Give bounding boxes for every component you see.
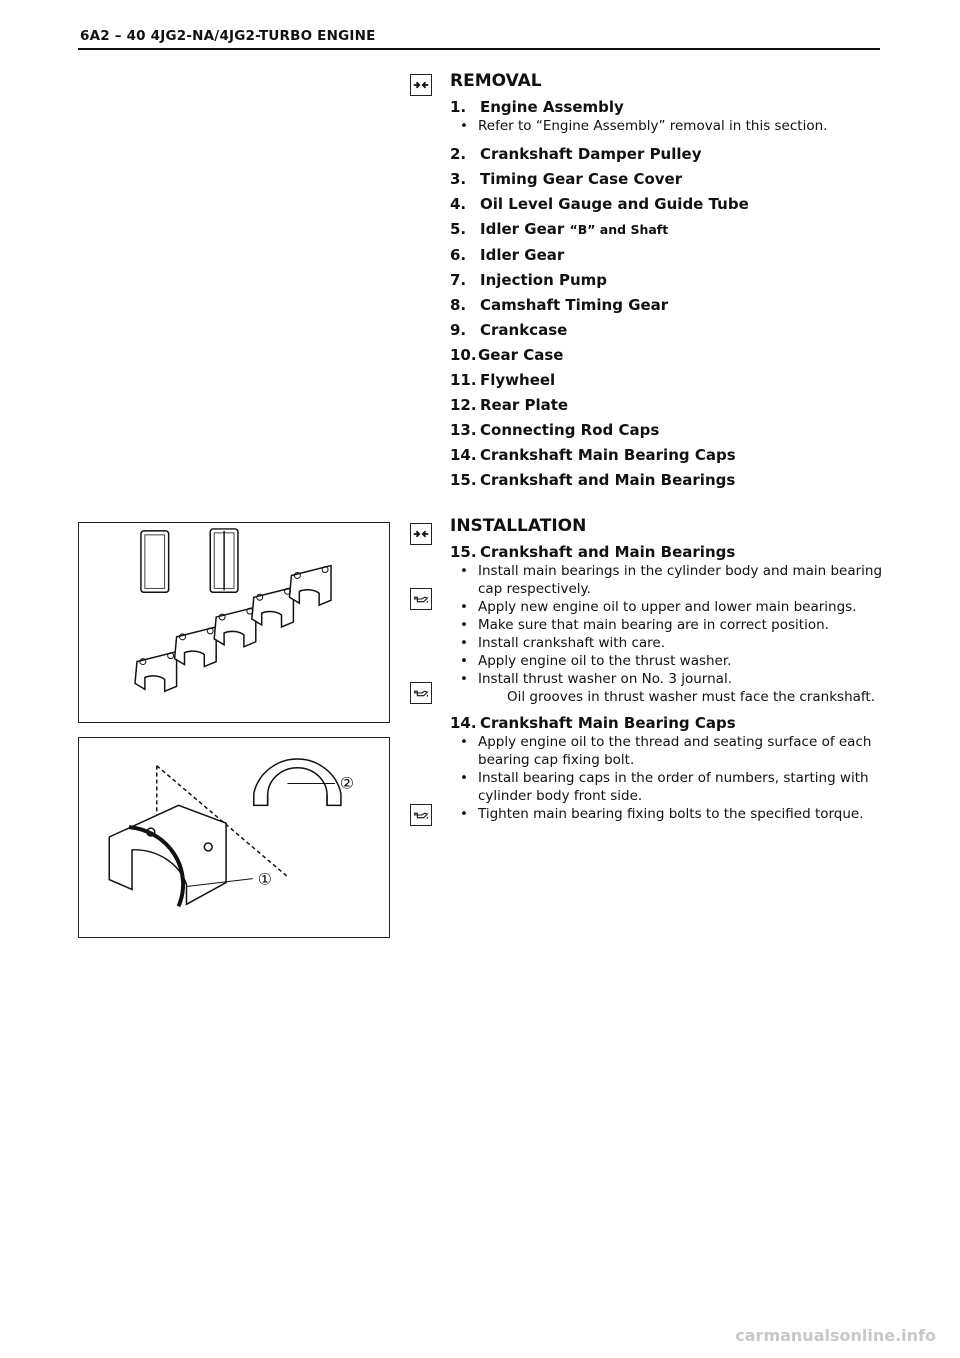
step-label: Crankshaft Main Bearing Caps	[480, 714, 736, 732]
step-label: Gear Case	[478, 346, 564, 364]
removal-icon	[410, 74, 432, 96]
bullet-dot: •	[460, 734, 468, 750]
removal-step-3	[450, 169, 890, 189]
removal-step-8	[450, 295, 890, 315]
removal-step-6	[450, 245, 890, 265]
bullet-text: Install thrust washer on No. 3 journal.	[478, 671, 732, 687]
bullet-dot: •	[460, 671, 468, 687]
bullet-item	[450, 616, 890, 634]
step-number: 9.	[450, 321, 467, 339]
bullet-item	[450, 598, 890, 616]
bullet-dot: •	[460, 617, 468, 633]
removal-step-4	[450, 194, 890, 214]
step-number: 2.	[450, 145, 467, 163]
removal-step-1	[450, 97, 890, 135]
step-number: 12.	[450, 396, 477, 414]
figure-main-bearings	[78, 522, 390, 723]
removal-title: REMOVAL	[450, 71, 542, 91]
bullet-text: Tighten main bearing fixing bolts to the specified torque.	[478, 806, 864, 822]
installation-icon	[410, 523, 432, 545]
bullet-text: Install bearing caps in the order of numbers, starting with cylinder body front side.	[478, 770, 869, 804]
step-label: Oil Level Gauge and Guide Tube	[480, 195, 749, 213]
bullet-dot: •	[460, 653, 468, 669]
watermark: carmanualsonline.info	[735, 1326, 936, 1345]
step-label: Crankshaft Main Bearing Caps	[480, 446, 736, 464]
installation-section	[450, 515, 890, 823]
step-label: Idler Gear	[480, 246, 565, 264]
removal-step-15	[450, 470, 890, 490]
bullet-dot: •	[460, 770, 468, 786]
bullet-text: Apply new engine oil to upper and lower main bearings.	[478, 599, 857, 615]
bullet-item	[450, 670, 890, 688]
note-text: Oil grooves in thrust washer must face the crankshaft.	[507, 689, 876, 705]
step-number: 3.	[450, 170, 467, 188]
step-label: Injection Pump	[480, 271, 608, 289]
removal-step-11	[450, 370, 890, 390]
step-number: 13.	[450, 421, 477, 439]
removal-step-12	[450, 395, 890, 415]
installation-step-15	[450, 542, 890, 562]
bullet-item	[450, 652, 890, 670]
step-label: Connecting Rod Caps	[480, 421, 660, 439]
step-label: Crankshaft Damper Pulley	[480, 145, 702, 163]
removal-step-9	[450, 320, 890, 340]
bullet-dot: •	[460, 806, 468, 822]
bullet-dot: •	[460, 599, 468, 615]
bullet-text: Make sure that main bearing are in correct position.	[478, 617, 829, 633]
step-label: Idler Gear	[480, 220, 565, 238]
step-number: 10.	[450, 346, 477, 364]
removal-step-7	[450, 270, 890, 290]
step-label: Rear Plate	[480, 396, 569, 414]
removal-step-10	[450, 345, 890, 365]
bullet-item	[450, 769, 890, 805]
step-number: 14.	[450, 714, 477, 732]
step-number: 6.	[450, 246, 467, 264]
bearing-illustration	[79, 523, 389, 722]
bullet-item	[450, 634, 890, 652]
step-number: 1.	[450, 98, 467, 116]
step-number: 15.	[450, 543, 477, 561]
step-number: 5.	[450, 220, 467, 238]
removal-step-13	[450, 420, 890, 440]
removal-step-2	[450, 144, 890, 164]
step-label: Engine Assembly	[480, 98, 624, 116]
bullet-text: Apply engine oil to the thread and seating surface of each bearing cap fixing bolt.	[478, 734, 872, 768]
step-number: 14.	[450, 446, 477, 464]
bullet-item	[450, 805, 890, 823]
step-label-suffix: “B” and Shaft	[569, 222, 669, 237]
callout-2: ②	[339, 773, 355, 793]
callout-1: ①	[257, 869, 272, 889]
header-rule	[78, 48, 880, 50]
thrust-washer-illustration	[79, 738, 389, 937]
step-number: 8.	[450, 296, 467, 314]
oil-can-icon	[410, 588, 432, 610]
step-label: Camshaft Timing Gear	[480, 296, 669, 314]
oil-can-icon	[410, 804, 432, 826]
bullet-dot: •	[460, 118, 468, 134]
step-number: 7.	[450, 271, 467, 289]
step-label: Crankcase	[480, 321, 568, 339]
bullet-text: Apply engine oil to the thrust washer.	[478, 653, 732, 669]
step-number: 15.	[450, 471, 477, 489]
removal-step-14	[450, 445, 890, 465]
bullet-text: Refer to “Engine Assembly” removal in this section.	[478, 118, 828, 134]
bullet-text: Install crankshaft with care.	[478, 635, 665, 651]
step-label: Crankshaft and Main Bearings	[480, 543, 736, 561]
bullet-text: Install main bearings in the cylinder body and main bearing cap respectively.	[478, 563, 883, 597]
step-number: 4.	[450, 195, 467, 213]
removal-section	[450, 70, 890, 490]
step-label: Timing Gear Case Cover	[480, 170, 683, 188]
step-label: Flywheel	[480, 371, 556, 389]
step-number: 11.	[450, 371, 477, 389]
installation-step-14	[450, 713, 890, 733]
installation-title: INSTALLATION	[450, 516, 587, 536]
bullet-item	[450, 562, 890, 598]
step-label: Crankshaft and Main Bearings	[480, 471, 736, 489]
removal-step-5	[450, 219, 890, 240]
bullet-dot: •	[460, 563, 468, 579]
bullet-dot: •	[460, 635, 468, 651]
page-header: 6A2 – 40 4JG2-NA/4JG2-TURBO ENGINE	[80, 28, 376, 44]
bullet-item	[450, 733, 890, 769]
oil-can-icon	[410, 682, 432, 704]
figure-thrust-washer	[78, 737, 390, 938]
